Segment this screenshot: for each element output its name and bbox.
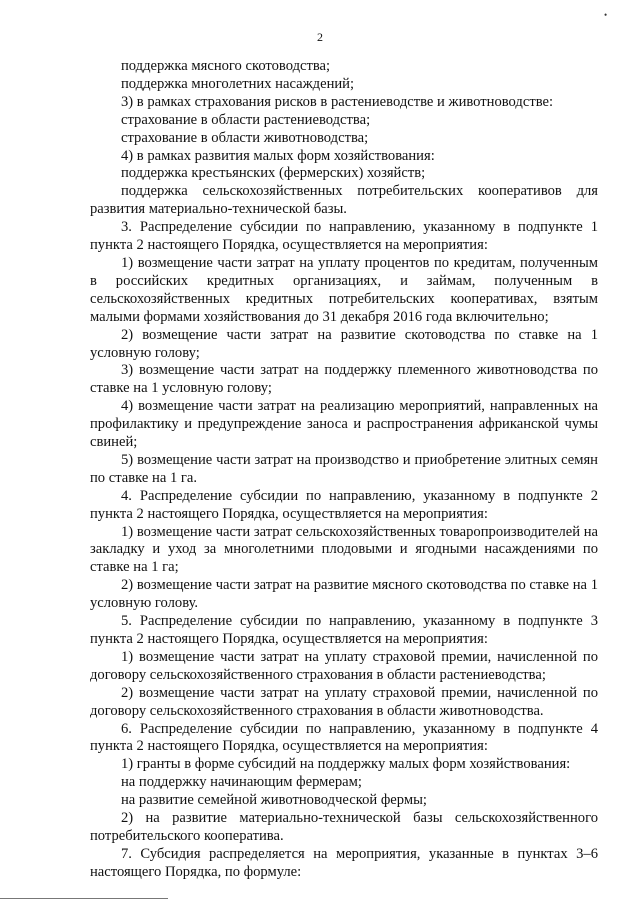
page-number: 2: [317, 30, 323, 44]
paragraph: 7. Субсидия распределяется на мероприятия, указанные в пунктах 3–6 настоящего Порядка, по формуле:: [90, 845, 598, 880]
paragraph: поддержка мясного скотоводства;: [121, 58, 331, 74]
paragraph: 6. Распределение субсидии по направлению, указанному в подпункте 4 пункта 2 настоящего Порядка, осуществляется на мероприятия:: [90, 720, 598, 755]
paragraph: 1) возмещение части затрат на уплату процентов по кредитам, полученным в российских кредитных организациях, и займам, полученным в сельскохозяйственных кредитных потребительских кооперативах, взятым малыми формами хозяйствования до 31 декабря 2016 года включительно;: [90, 254, 598, 325]
paragraph: 5. Распределение субсидии по направлению, указанному в подпункте 3 пункта 2 настоящего Порядка, осуществляется на мероприятия:: [90, 613, 598, 647]
paragraph: 1) возмещение части затрат сельскохозяйственных товаропроизводителей на закладку и уход за многолетними плодовыми и ягодными насаждениями по ставке на 1 га;: [90, 523, 598, 576]
paragraph: 4) в рамках развития малых форм хозяйствования:: [121, 147, 435, 164]
paragraph: 2) возмещение части затрат на уплату страховой премии, начисленной по договору сельскохозяйственного страхования в области животноводства.: [90, 684, 598, 719]
paragraph: 3. Распределение субсидии по направлению, указанному в подпункте 1 пункта 2 настоящего Порядка, осуществляется на мероприятия:: [90, 219, 598, 254]
paragraph: поддержка крестьянских (фермерских) хозяйств;: [121, 165, 426, 182]
paragraph: поддержка сельскохозяйственных потребительских кооперативов для развития материально-технической базы.: [90, 183, 598, 218]
footnote-separator-line: [0, 898, 168, 899]
paragraph: 2) на развитие материально-технической базы сельскохозяйственного потребительского кооператива.: [90, 810, 598, 844]
paragraph: 5) возмещение части затрат на производство и приобретение элитных семян по ставке на 1 га.: [90, 451, 598, 486]
paragraph: поддержка многолетних насаждений;: [121, 75, 355, 92]
paragraph: 1) возмещение части затрат на уплату страховой премии, начисленной по договору сельскохозяйственного страхования в области растениеводства;: [90, 648, 598, 683]
paragraph: 3) в рамках страхования рисков в растениеводстве и животноводстве:: [121, 93, 554, 110]
paragraph: страхование в области растениеводства;: [121, 111, 371, 128]
document-body: [90, 58, 598, 882]
paragraph: 1) гранты в форме субсидий на поддержку малых форм хозяйствования:: [121, 756, 571, 773]
paragraph: страхование в области животноводства;: [121, 129, 369, 146]
corner-dot-mark: •: [604, 10, 608, 20]
paragraph: 2) возмещение части затрат на развитие мясного скотоводства по ставке на 1 условную голову.: [90, 577, 598, 612]
paragraph: 4. Распределение субсидии по направлению, указанному в подпункте 2 пункта 2 настоящего Порядка, осуществляется на мероприятия:: [90, 487, 598, 522]
paragraph: 2) возмещение части затрат на развитие скотоводства по ставке на 1 условную голову;: [90, 326, 598, 361]
paragraph: на поддержку начинающим фермерам;: [121, 774, 362, 791]
paragraph: на развитие семейной животноводческой фермы;: [121, 792, 427, 809]
paragraph: 3) возмещение части затрат на поддержку племенного животноводства по ставке на 1 условную голову;: [90, 362, 598, 397]
paragraph: 4) возмещение части затрат на реализацию мероприятий, направленных на профилактику и предупреждение заноса и распространения африканской чумы свиней;: [90, 398, 598, 451]
